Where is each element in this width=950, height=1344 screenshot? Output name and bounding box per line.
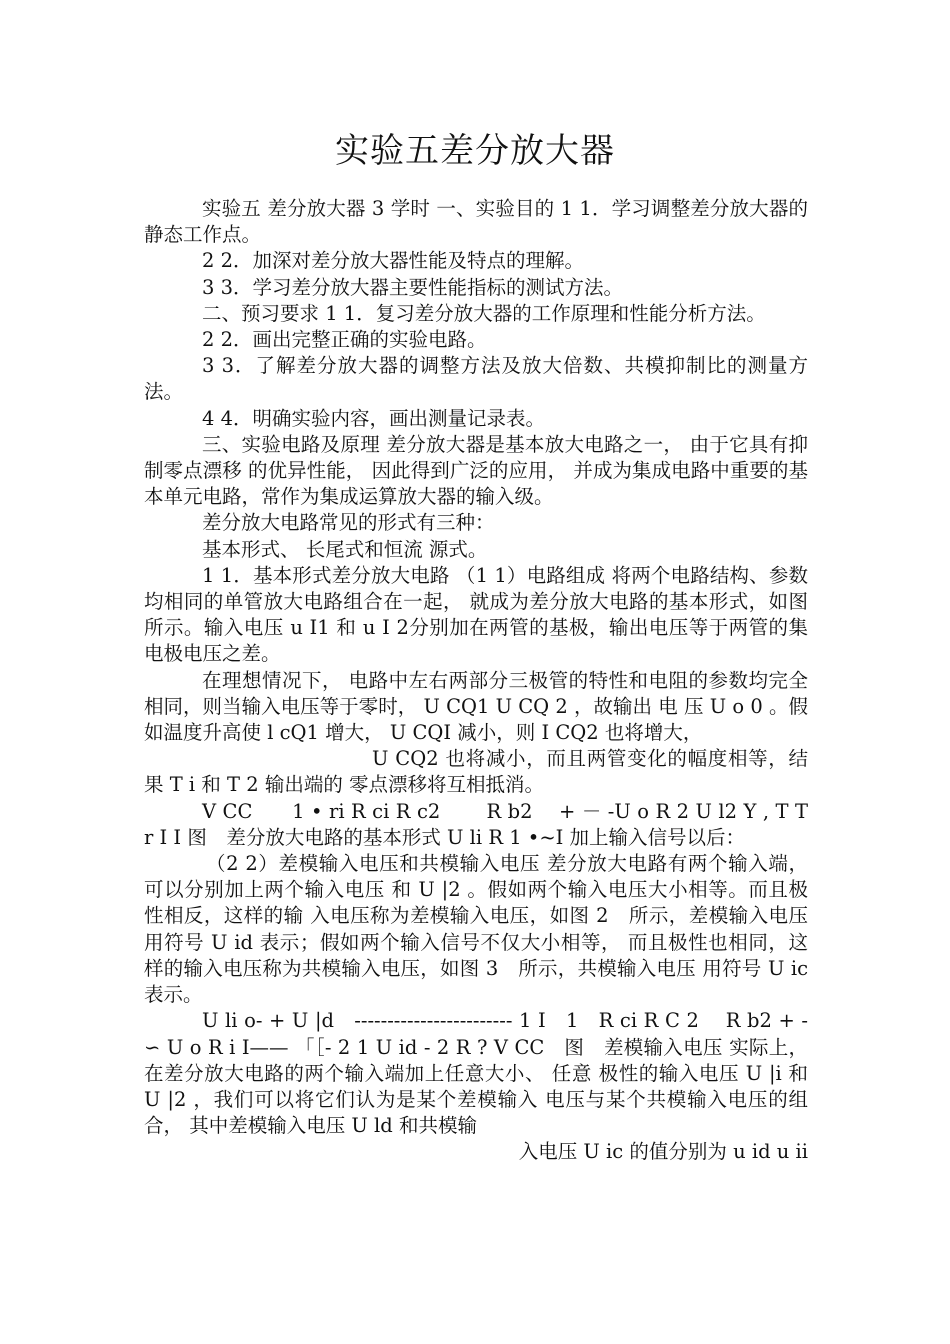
paragraph-7: 4 4．明确实验内容，画出测量记录表。 [202, 406, 546, 430]
paragraph-2: 2 2．加深对差分放大器性能及特点的理解。 [202, 249, 585, 273]
paragraph-10: 基本形式、 长尾式和恒流 源式。 [202, 537, 488, 561]
paragraph-1: 实验五 差分放大器 3 学时 一、实验目的 1 1．学习调整差分放大器的静态工作点。 [144, 197, 808, 247]
paragraph-3: 3 3．学习差分放大器主要性能指标的测试方法。 [202, 275, 624, 299]
paragraph-12: 在理想情况下， 电路中左右两部分三极管的特性和电阻的参数均完全相同，则当输入电压等于零时， U CQ1 U CQ 2 ，故输出 电 压 U o 0 。假如温度升高使 l cQ1 增大， U CQI 减小，则 I CQ2 也将增大， [144, 668, 808, 745]
paragraph-17: 入电压 U ic 的值分别为 u id u ii [518, 1140, 808, 1164]
document-body [144, 196, 828, 1166]
paragraph-15: （2 2）差模输入电压和共模输入电压 差分放大电路有两个输入端，可以分别加上两个输入电压 和 U |2 。假如两个输入电压大小相等。而且极性相反，这样的输 入电压称为差模输入电压，如图 2 所示，差模输入电压用符号 U id 表示；假如两个输入信号不仅大小相等， 而且极性也相同，这 样的输入电压称为共模输入电压，如图 3 所示，共模输入电压 用符号 U ic 表示。 [144, 852, 808, 1007]
paragraph-8: 三、实验电路及原理 差分放大器是基本放大电路之一， 由于它具有抑制零点漂移 的优异性能， 因此得到广泛的应用， 并成为集成电路中重要的基 本单元电路，常作为集成运算放大器的输入级。 [144, 432, 808, 509]
paragraph-16: U li o- + U |d ------------------------ 1 I 1 R ci R C 2 R b2 + - ∽ U o R i I—— 「［- 2 1 U id - 2 R ? V CC 图 差模输入电压 实际上，在差分放大电路的两个输入端加上任意大小、 任意 极性的输入电压 U |i 和 U |2 ，我们可以将它们认为是某个差模输入 电压与某个共模输入电压的组合， 其中差模输入电压 U ld 和共模输 [144, 1009, 808, 1138]
paragraph-14: V CC 1 • ri R ci R c2 R b2 + － -U o R 2 U l2 Y , T T r I I 图 差分放大电路的基本形式 U li R 1 •~I 加上输入信号以后： [144, 799, 808, 849]
paragraph-13: U CQ2 也将减小，而且两管变化的幅度相等，结果 T i 和 T 2 输出端的 零点漂移将互相抵消。 [144, 747, 808, 797]
document-title: 实验五差分放大器 [335, 131, 615, 171]
paragraph-9: 差分放大电路常见的形式有三种： [202, 511, 495, 535]
paragraph-4: 二、预习要求 1 1．复习差分放大器的工作原理和性能分析方法。 [202, 301, 766, 325]
paragraph-6: 3 3．了解差分放大器的调整方法及放大倍数、共模抑制比的测量方法。 [144, 354, 808, 404]
paragraph-5: 2 2．画出完整正确的实验电路。 [202, 328, 487, 352]
paragraph-11: 1 1．基本形式差分放大电路 （1 1）电路组成 将两个电路结构、参数均相同的单管放大电路组合在一起， 就成为差分放大电路的基本形式，如图 所示。输入电压 u I1 和 u I 2分别加在两管的基极，输出电压等于两管的集电极电压之差。 [144, 563, 828, 666]
